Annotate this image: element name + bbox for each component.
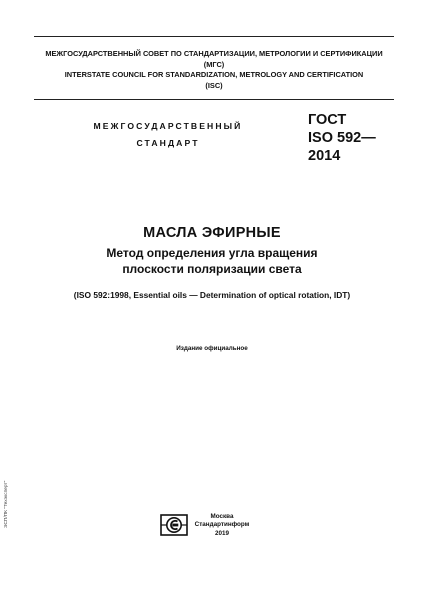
standartinform-logo-icon xyxy=(160,514,188,536)
document-subtitle xyxy=(0,245,424,277)
subtitle-line2: плоскости поляризации света xyxy=(122,262,302,276)
standard-kind-line2: СТАНДАРТ xyxy=(136,138,200,148)
document-title: МАСЛА ЭФИРНЫЕ xyxy=(143,225,281,241)
publisher-year: 2019 xyxy=(214,529,229,537)
side-stamp: ЭСП/ПК "Техэксперт" xyxy=(4,480,9,528)
designation-line2: ISO 592— xyxy=(308,130,376,146)
council-abbr-en: (ISC) xyxy=(205,80,223,90)
standard-kind-line1: МЕЖГОСУДАРСТВЕННЫЙ xyxy=(93,121,243,131)
subtitle-line1: Метод определения угла вращения xyxy=(106,246,318,260)
publisher-name: Стандартинформ xyxy=(194,521,250,529)
council-abbr-ru: (МГС) xyxy=(203,59,225,69)
iso-reference: (ISO 592:1998, Essential oils — Determination of optical rotation, IDT) xyxy=(73,290,351,300)
council-name-en: INTERSTATE COUNCIL FOR STANDARDIZATION, METROLOGY AND CERTIFICATION xyxy=(64,70,364,79)
designation-line1: ГОСТ xyxy=(308,112,347,128)
edition-note: Издание официальное xyxy=(176,345,248,352)
council-name-ru: МЕЖГОСУДАРСТВЕННЫЙ СОВЕТ ПО СТАНДАРТИЗАЦИИ, МЕТРОЛОГИИ И СЕРТИФИКАЦИИ xyxy=(45,49,383,58)
council-header xyxy=(34,36,394,100)
publisher-block xyxy=(192,513,252,538)
standard-designation xyxy=(308,111,376,165)
publisher-city: Москва xyxy=(210,513,234,520)
standard-kind xyxy=(58,118,278,152)
designation-line3: 2014 xyxy=(308,148,341,164)
